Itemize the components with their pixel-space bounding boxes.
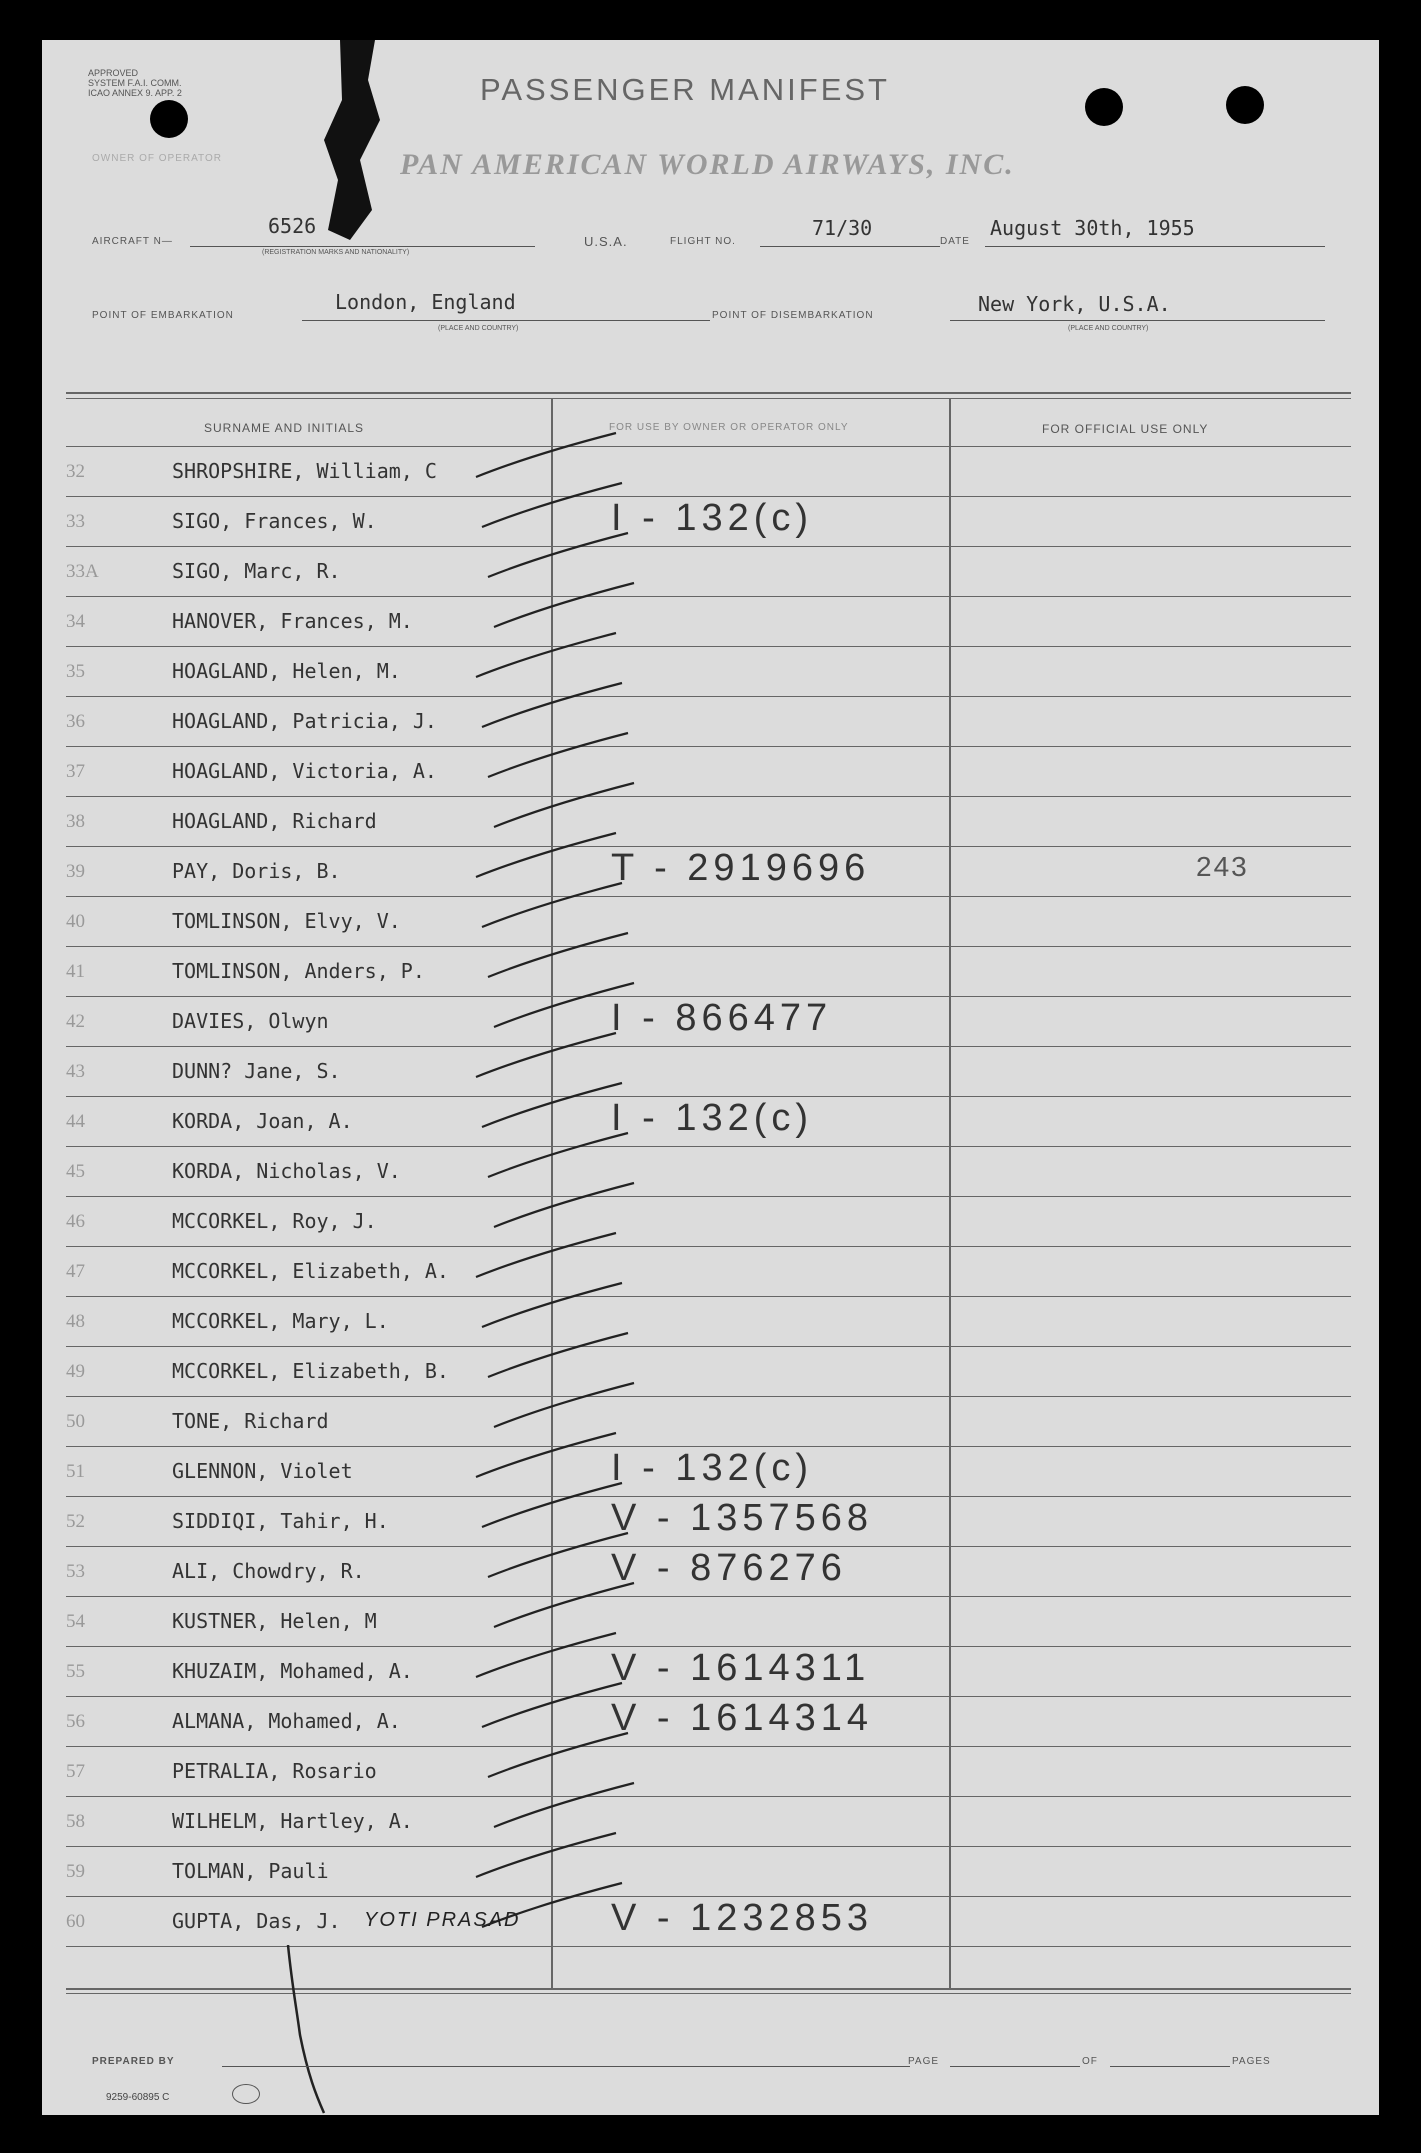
table-row <box>66 1097 1351 1147</box>
table-row <box>66 497 1351 547</box>
row-number: 42 <box>66 1011 85 1032</box>
check-mark-path <box>476 1033 616 1077</box>
table-row <box>66 1847 1351 1897</box>
date-line <box>985 246 1325 247</box>
row-number: 38 <box>66 811 85 832</box>
aircraft-sublabel: (REGISTRATION MARKS AND NATIONALITY) <box>262 249 410 256</box>
check-mark-path <box>494 1183 634 1227</box>
owner-operator-entry: T - 2919696 <box>611 847 871 889</box>
check-mark-path <box>494 1583 634 1627</box>
check-mark-path <box>488 1133 628 1177</box>
passenger-name: HANOVER, Frances, M. <box>172 609 413 633</box>
stamp-line: SYSTEM F.A.I. COMM. <box>88 78 182 88</box>
check-mark-path <box>482 883 622 927</box>
date-value: August 30th, 1955 <box>990 216 1195 240</box>
embarkation-value: London, England <box>335 290 516 314</box>
union-label-icon <box>232 2084 260 2104</box>
passenger-name: MCCORKEL, Mary, L. <box>172 1309 389 1333</box>
owner-operator-entry: V - 1614314 <box>611 1697 874 1739</box>
row-number: 59 <box>66 1861 85 1882</box>
passenger-name: DAVIES, Olwyn <box>172 1009 329 1033</box>
prepared-by-label: PREPARED BY <box>92 2056 175 2067</box>
table-row <box>66 997 1351 1047</box>
page-label: PAGE <box>908 2056 940 2067</box>
check-mark-path <box>476 433 616 477</box>
table-row <box>66 647 1351 697</box>
row-number: 55 <box>66 1661 85 1682</box>
table-row <box>66 1197 1351 1247</box>
punch-hole-left <box>150 100 188 138</box>
table-bottom-rule-2 <box>66 1993 1351 1994</box>
row-number: 50 <box>66 1411 85 1432</box>
check-mark-path <box>494 1783 634 1827</box>
official-use-entry: 243 <box>1196 851 1249 882</box>
column-header-official: FOR OFFICIAL USE ONLY <box>1042 422 1209 436</box>
table-row <box>66 1647 1351 1697</box>
check-mark-path <box>482 1483 622 1527</box>
row-number: 34 <box>66 611 85 632</box>
passenger-name: TONE, Richard <box>172 1409 329 1433</box>
check-mark-path <box>488 533 628 577</box>
check-mark-path <box>488 1733 628 1777</box>
check-mark-path <box>482 1283 622 1327</box>
passenger-name: SHROPSHIRE, William, C <box>172 459 437 483</box>
owner-operator-entry: I - 132(c) <box>611 1447 814 1489</box>
embarkation-sublabel: (PLACE AND COUNTRY) <box>438 325 519 332</box>
passenger-name: HOAGLAND, Richard <box>172 809 377 833</box>
check-mark-path <box>494 783 634 827</box>
row-number: 57 <box>66 1761 85 1782</box>
owner-operator-entry: V - 1614311 <box>611 1647 871 1689</box>
table-row <box>66 1297 1351 1347</box>
row-number: 58 <box>66 1811 85 1832</box>
check-mark-path <box>476 1433 616 1477</box>
row-number: 60 <box>66 1911 85 1932</box>
passenger-name: ALMANA, Mohamed, A. <box>172 1709 401 1733</box>
table-row <box>66 797 1351 847</box>
passenger-name: KHUZAIM, Mohamed, A. <box>172 1659 413 1683</box>
table-row <box>66 597 1351 647</box>
check-mark-path <box>488 733 628 777</box>
check-mark-path <box>482 683 622 727</box>
table-row <box>66 1247 1351 1297</box>
passenger-name: GUPTA, Das, J. <box>172 1909 341 1933</box>
row-number: 56 <box>66 1711 85 1732</box>
table-bottom-rule <box>66 1988 1351 1990</box>
prepared-by-line <box>222 2066 910 2067</box>
check-mark-path <box>494 983 634 1027</box>
owner-operator-label: OWNER OF OPERATOR <box>92 153 222 164</box>
check-mark-path <box>482 1883 622 1927</box>
passenger-name: WILHELM, Hartley, A. <box>172 1809 413 1833</box>
table-row <box>66 1547 1351 1597</box>
flight-label: FLIGHT NO. <box>670 236 736 247</box>
check-mark-stroke <box>472 1875 672 1935</box>
row-number: 40 <box>66 911 85 932</box>
table-row <box>66 1697 1351 1747</box>
row-number: 54 <box>66 1611 85 1632</box>
column-header-surname: SURNAME AND INITIALS <box>204 421 365 435</box>
aircraft-line <box>190 246 535 247</box>
owner-operator-entry: I - 132(c) <box>611 497 814 539</box>
table-top-rule <box>66 392 1351 399</box>
row-number: 33 <box>66 511 85 532</box>
flight-value: 71/30 <box>812 216 873 240</box>
owner-operator-entry: I - 132(c) <box>611 1097 814 1139</box>
check-mark-path <box>482 483 622 527</box>
usa-label: U.S.A. <box>584 234 628 249</box>
row-number: 53 <box>66 1561 85 1582</box>
pages-label: PAGES <box>1232 2056 1271 2067</box>
passenger-name: HOAGLAND, Helen, M. <box>172 659 401 683</box>
table-row <box>66 1497 1351 1547</box>
row-number: 35 <box>66 661 85 682</box>
owner-operator-entry: V - 876276 <box>611 1547 847 1589</box>
passenger-name: MCCORKEL, Elizabeth, B. <box>172 1359 449 1383</box>
table-row <box>66 1897 1351 1947</box>
stamp-line: ICAO ANNEX 9. APP. 2 <box>88 88 182 98</box>
table-row <box>66 1397 1351 1447</box>
row-number: 51 <box>66 1461 85 1482</box>
disembarkation-value: New York, U.S.A. <box>978 292 1171 316</box>
table-row <box>66 1747 1351 1797</box>
airline-name: PAN AMERICAN WORLD AIRWAYS, INC. <box>400 148 1015 181</box>
passenger-name: DUNN? Jane, S. <box>172 1059 341 1083</box>
check-mark-path <box>476 1233 616 1277</box>
table-row <box>66 1597 1351 1647</box>
passenger-name: TOMLINSON, Anders, P. <box>172 959 425 983</box>
table-row <box>66 1447 1351 1497</box>
of-label: OF <box>1082 2056 1098 2067</box>
check-mark-path <box>476 633 616 677</box>
punch-hole-right-1 <box>1085 88 1123 126</box>
row-number: 32 <box>66 461 85 482</box>
passenger-name: GLENNON, Violet <box>172 1459 353 1483</box>
page-title: PASSENGER MANIFEST <box>480 72 890 107</box>
passenger-name: PETRALIA, Rosario <box>172 1759 377 1783</box>
check-mark-path <box>488 1333 628 1377</box>
passenger-name: SIGO, Marc, R. <box>172 559 341 583</box>
passenger-name: ALI, Chowdry, R. <box>172 1559 365 1583</box>
check-mark-path <box>488 1533 628 1577</box>
row-number: 33A <box>66 561 99 582</box>
owner-operator-entry: V - 1232853 <box>611 1897 874 1939</box>
row-number: 39 <box>66 861 85 882</box>
table-row <box>66 1797 1351 1847</box>
row-number: 37 <box>66 761 85 782</box>
disembarkation-label: POINT OF DISEMBARKATION <box>712 310 874 321</box>
row-number: 41 <box>66 961 85 982</box>
aircraft-label: AIRCRAFT N— <box>92 236 173 247</box>
aircraft-value: 6526 <box>268 214 317 238</box>
row-number: 36 <box>66 711 85 732</box>
table-row <box>66 1047 1351 1097</box>
table-row <box>66 947 1351 997</box>
check-mark-path <box>476 833 616 877</box>
passenger-name: HOAGLAND, Patricia, J. <box>172 709 437 733</box>
punch-hole-right-2 <box>1226 86 1264 124</box>
row-number: 45 <box>66 1161 85 1182</box>
pen-stroke <box>280 1945 340 2115</box>
row-number: 43 <box>66 1061 85 1082</box>
table-row <box>66 897 1351 947</box>
row-number: 48 <box>66 1311 85 1332</box>
approval-stamp <box>88 68 182 98</box>
disembarkation-sublabel: (PLACE AND COUNTRY) <box>1068 325 1149 332</box>
row-number: 47 <box>66 1261 85 1282</box>
row-number: 44 <box>66 1111 85 1132</box>
owner-operator-entry: V - 1357568 <box>611 1497 874 1539</box>
passenger-name: PAY, Doris, B. <box>172 859 341 883</box>
row-number: 49 <box>66 1361 85 1382</box>
passenger-name: HOAGLAND, Victoria, A. <box>172 759 437 783</box>
flight-line <box>760 246 940 247</box>
table-row <box>66 747 1351 797</box>
row-number: 52 <box>66 1511 85 1532</box>
table-row <box>66 1347 1351 1397</box>
table-row <box>66 447 1351 497</box>
row-rule <box>66 1946 1351 1947</box>
column-header-owner: FOR USE BY OWNER OR OPERATOR ONLY <box>609 422 849 433</box>
passenger-name: TOMLINSON, Elvy, V. <box>172 909 401 933</box>
check-mark-path <box>482 1683 622 1727</box>
check-mark-path <box>488 933 628 977</box>
passenger-name: SIGO, Frances, W. <box>172 509 377 533</box>
form-number: 9259-60895 C <box>106 2092 170 2103</box>
table-row <box>66 547 1351 597</box>
table-row <box>66 847 1351 897</box>
passenger-name: KUSTNER, Helen, M <box>172 1609 377 1633</box>
check-mark-path <box>494 583 634 627</box>
stamp-line: APPROVED <box>88 68 139 78</box>
torn-paper-mark <box>320 40 390 240</box>
table-row <box>66 697 1351 747</box>
of-line <box>1110 2066 1230 2067</box>
passenger-name: SIDDIQI, Tahir, H. <box>172 1509 389 1533</box>
handwritten-name-addition: YOTI PRASAD <box>364 1909 521 1931</box>
passenger-name: MCCORKEL, Elizabeth, A. <box>172 1259 449 1283</box>
owner-operator-entry: I - 866477 <box>611 997 833 1039</box>
passenger-name: KORDA, Nicholas, V. <box>172 1159 401 1183</box>
passenger-name: MCCORKEL, Roy, J. <box>172 1209 377 1233</box>
check-mark-path <box>494 1383 634 1427</box>
passenger-name: KORDA, Joan, A. <box>172 1109 353 1133</box>
page-line <box>950 2066 1080 2067</box>
row-number: 46 <box>66 1211 85 1232</box>
check-mark-path <box>476 1833 616 1877</box>
check-mark-path <box>476 1633 616 1677</box>
table-row <box>66 1147 1351 1197</box>
check-mark-path <box>482 1083 622 1127</box>
passenger-name: TOLMAN, Pauli <box>172 1859 329 1883</box>
disembarkation-line <box>950 320 1325 321</box>
date-label: DATE <box>940 236 970 247</box>
embarkation-label: POINT OF EMBARKATION <box>92 310 234 321</box>
embarkation-line <box>302 320 710 321</box>
